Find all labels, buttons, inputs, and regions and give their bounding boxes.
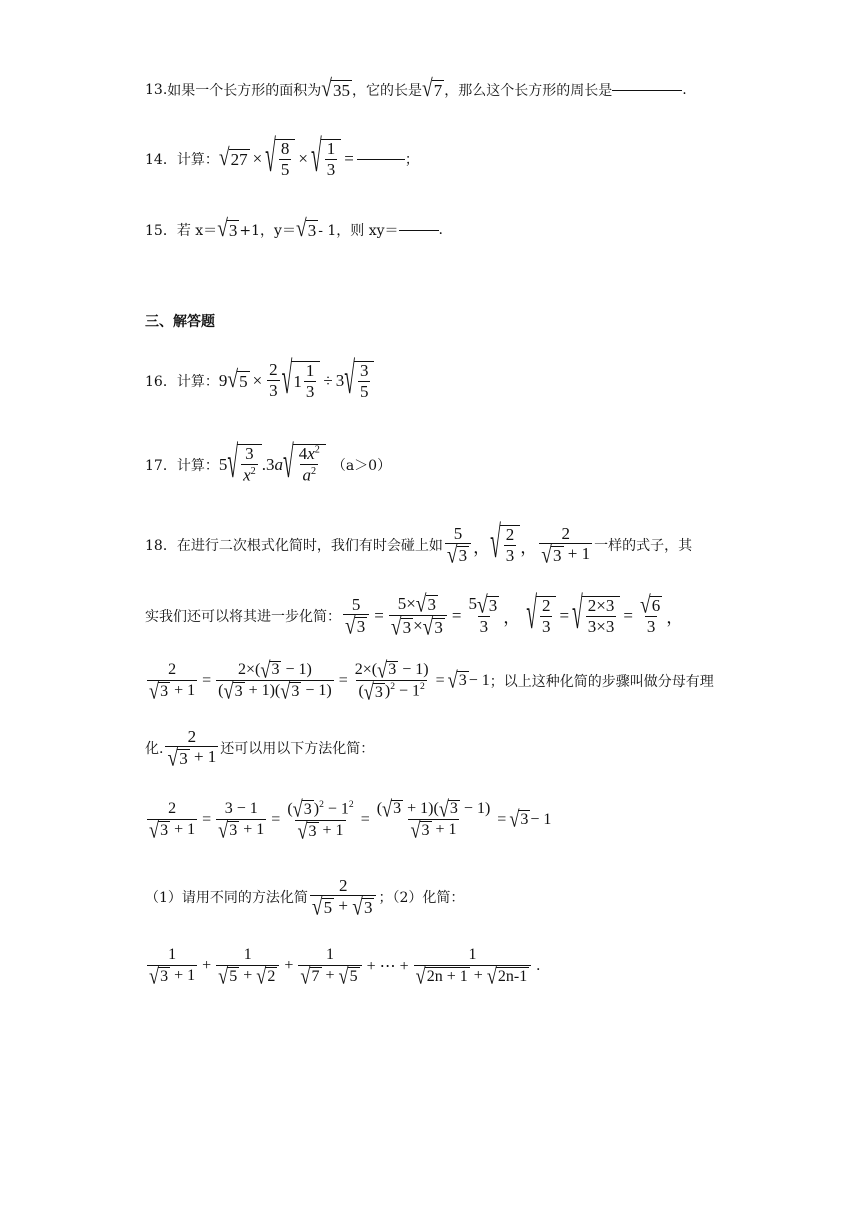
q13-answer-blank <box>612 90 682 91</box>
q15-text-3: - 1，则 xy＝ <box>318 223 399 239</box>
question-18-parts: （1）请用不同的方法化简 2 √ 5 + √ 3 ；（2）化简： <box>145 875 465 921</box>
question-16 <box>145 355 374 407</box>
q18-intro-1: 在进行二次根式化简时，我们有时会碰上如 <box>176 538 443 554</box>
q16-number: 16． <box>145 374 177 390</box>
sqrt-3: √ 3 <box>295 215 317 242</box>
q14-answer-blank <box>357 159 405 160</box>
q17-condition: （a＞0） <box>331 458 392 474</box>
q14-number: 14． <box>145 152 177 168</box>
question-18-line-3: 2 √ 3 + 1 = 2×( √ 3 − 1) ( √ 3 + 1)( √ 3 − 1) = 2×( √ 3 − 1) ( √ 3 )$^2 - 1^2$ = √ 3 − 1 ；以上这种化简的步骤叫做分母有理 <box>149 657 714 705</box>
question-14: 14． 计算： √ 27 × √ $\frac{8}{5}$ × √ $\frac{1}{3}$ = ； <box>145 134 419 183</box>
q16-label: 计算： <box>176 374 219 390</box>
q18-intro-2: 一样的式子，其 <box>594 538 693 554</box>
q13-number: 13. <box>145 82 168 98</box>
q18-number: 18． <box>145 538 177 554</box>
q13-text-3: ，那么这个长方形的周长是 <box>444 83 613 99</box>
q17-expression: 5 √ $\frac{3}{x^2}$ .3 a √ $\frac{4x^2}{a^2}$ <box>219 444 326 485</box>
q14-label: 计算： <box>176 152 219 168</box>
section-heading: 三、解答题 <box>145 314 215 330</box>
question-15: 15． 若 x＝ √ 3 +1，y＝ √ 3 - 1，则 xy＝ . <box>145 215 443 242</box>
q15-number: 15． <box>145 223 177 239</box>
q17-label: 计算： <box>176 458 219 474</box>
question-18-line-4: 化. 2 √ 3 + 1 还可以用以下方法化简： <box>145 726 375 772</box>
q13-text-1: 如果一个长方形的面积为 <box>167 83 322 99</box>
question-18-line-5: 2 √ 3 + 1 = 3 − 1 √ 3 + 1 = ( √ 3 )$^2 - 1^2$ √ 3 + 1 = ( √ 3 + 1)( √ 3 − 1) √ 3 + 1 = √ 3 − 1 <box>149 796 552 844</box>
q13-text-2: ，它的长是 <box>352 83 422 99</box>
sqrt-3: √ 3 <box>217 215 238 242</box>
q18-part-2: ；（2）化简： <box>378 890 465 906</box>
q16-expression: 9 √ 5 × $\frac{2}{3}$ √ 1 $\frac{1}{3}$ ÷ 3 √ $\frac{3}{5}$ <box>219 361 375 402</box>
question-17 <box>145 437 391 493</box>
sqrt-35: √ 35 <box>321 75 350 102</box>
sqrt-7: √ 7 <box>422 75 443 102</box>
q15-text-2: +1，y＝ <box>239 223 296 239</box>
question-18-line-1: 18． 在进行二次根式化简时，我们有时会碰上如 5 √ 3 ， √ $\frac{2}{3}$ ， 2 √ 3 + 1 一样的式子，其 <box>145 520 693 569</box>
q15-answer-blank <box>399 230 439 231</box>
question-18-series: 1 √ 3 + 1 + 1 √ 5 + √ 2 + 1 √ 7 + √ 5 + ⋯ + 1 √ 2n + 1 + √ 2n-1 . <box>149 945 541 989</box>
q15-text-1: 若 x＝ <box>176 223 218 239</box>
question-18-line-2: 实我们还可以将其进一步化简： 5 √ 3 = 5× √ 3 √ 3 × √ 3 = 5 √ 3 3 ， √ $\frac{2}{3}$ = √ $\frac{2\times 3}{3\times 3}$ = √ 6 3 ， <box>145 591 684 641</box>
q14-expression: √ 27 × √ $\frac{8}{5}$ × √ $\frac{1}{3}$ = <box>218 134 354 183</box>
q17-number: 17． <box>145 458 177 474</box>
question-13: 13. 如果一个长方形的面积为 √ 35 ，它的长是 √ 7 ，那么这个长方形的周长是 . <box>145 75 687 102</box>
q18-part-1: （1）请用不同的方法化简 <box>145 890 308 906</box>
